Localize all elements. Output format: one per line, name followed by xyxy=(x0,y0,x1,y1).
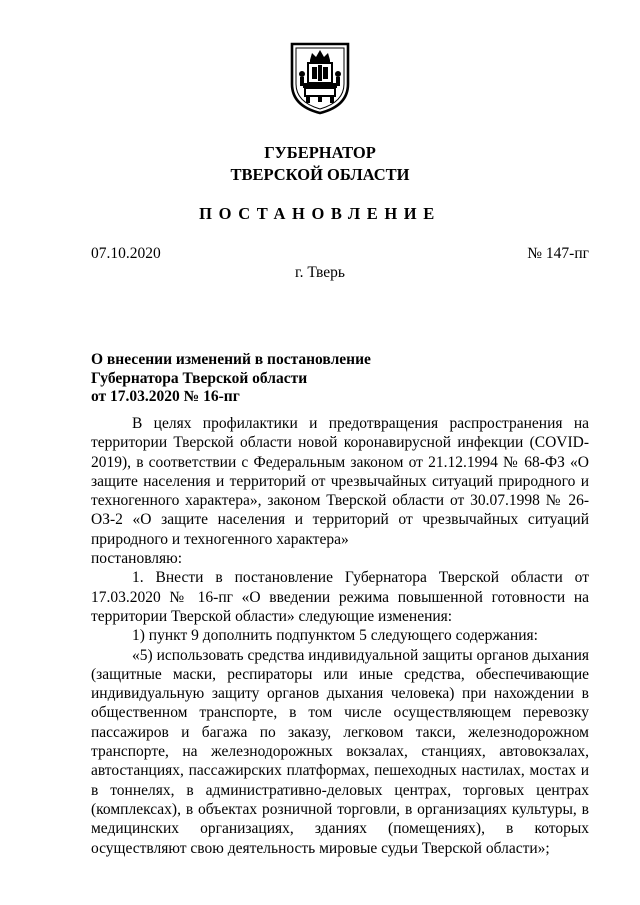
resolve-paragraph: постановляю: xyxy=(91,550,183,568)
preamble-paragraph: В целях профилактики и предотвращения распространения на территории Тверской области новой коронавирусной инфекции (COVID-2019), в соответствии с Федеральным законом от 21.12.1994 № 68-ФЗ «О защите населения и территорий от чрезвычайных ситуаций природного и техногенного характера», законом Тверской области от 30.07.1998 № 26-ОЗ-2 «О защите населения и территорий от чрезвычайных ситуаций природного и техногенного характера» xyxy=(91,415,589,548)
quoted-subparagraph: «5) использовать средства индивидуальной защиты органов дыхания (защитные маски, респираторы или иные средства, обеспечивающие индивидуальную защиту органов дыхания человека) при нахождении в общественном транспорте, в том числе осуществляющем перевозку пассажиров и багажа по заказу, легковом такси, железнодорожном транспорте, на железнодорожных вокзалах, станциях, автовокзалах, автостанциях, пассажирских платформах, пешеходных настилах, мостах и в тоннелях, в административно-деловых центрах, торговых центрах (комплексах), в объектах розничной торговли, в организациях культуры, в медицинских организациях, зданиях (помещениях), в которых осуществляют свою деятельность мировые судьи Тверской области»; xyxy=(91,646,589,857)
subject-line: Губернатора Тверской области xyxy=(91,369,308,387)
document-type: ПОСТАНОВЛЕНИЕ xyxy=(199,204,441,223)
document-city: г. Тверь xyxy=(295,264,345,281)
document-number: № 147-пг xyxy=(527,245,589,262)
subject-line: О внесении изменений в постановление xyxy=(91,351,371,368)
subject-line: от 17.03.2020 № 16-пг xyxy=(91,388,240,405)
org-title-line2: ТВЕРСКОЙ ОБЛАСТИ xyxy=(230,165,410,184)
document-subject xyxy=(91,351,511,407)
document-body xyxy=(91,414,589,858)
document-date: 07.10.2020 xyxy=(91,245,161,262)
org-title-line1: ГУБЕРНАТОР xyxy=(264,143,376,162)
item-1-1-paragraph: 1) пункт 9 дополнить подпунктом 5 следующего содержания: xyxy=(132,627,538,645)
coat-of-arms-icon xyxy=(288,40,352,116)
item-1-paragraph: 1. Внести в постановление Губернатора Тверской области от 17.03.2020 № 16-пг «О введении режима повышенной готовности на территории Тверской области» следующие изменения: xyxy=(91,569,589,625)
